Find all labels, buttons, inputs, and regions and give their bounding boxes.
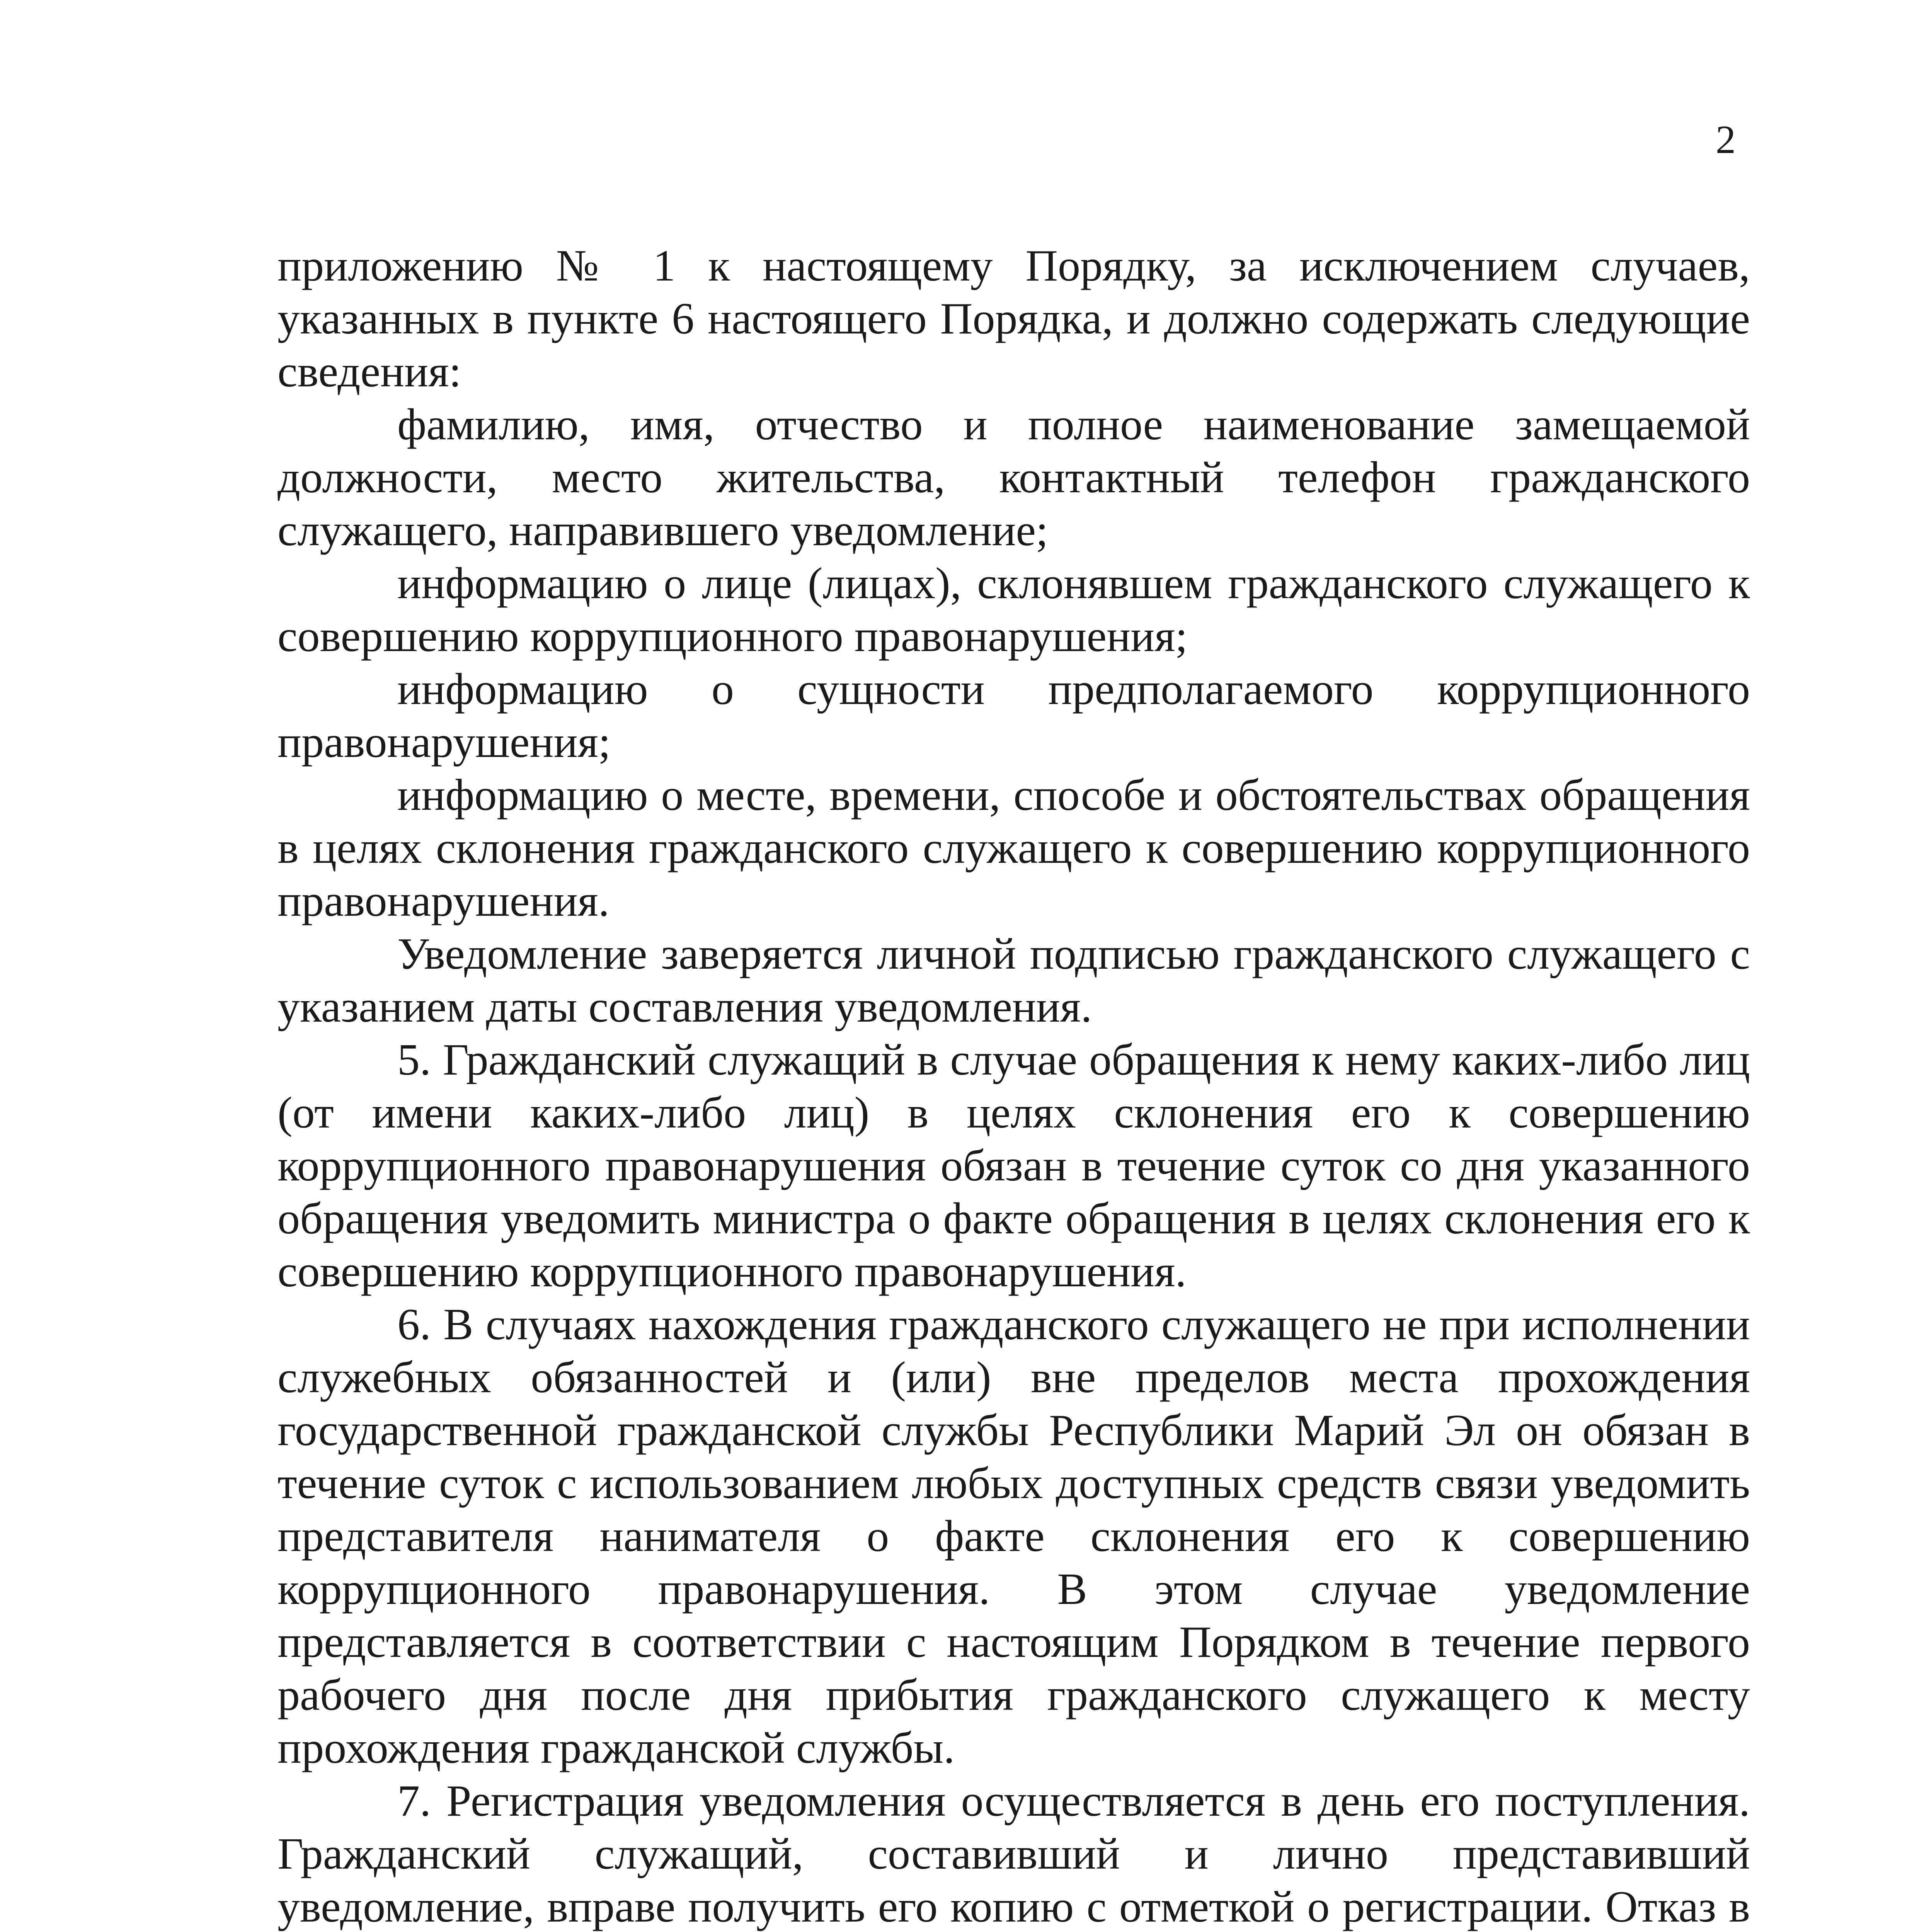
clause-6: 6. В случаях нахождения гражданского служащего не при исполнении служебных обязанностей и (или) вне пределов места прохождения государственной гражданской службы Республики Марий Эл он обязан в течение суток с использованием любых доступных средств связи уведомить представителя нанимателя о факте склонения его к совершению коррупционного правонарушения. В этом случае уведомление представляется в соответствии с настоящим Порядком в течение первого рабочего дня после дня прибытия гражданского служащего к месту прохождения гражданской службы.: [278, 1300, 1750, 1773]
document-body: [278, 240, 1750, 1932]
paragraph-continuation: приложению № 1 к настоящему Порядку, за исключением случаев, указанных в пункте 6 настоящего Порядка, и должно содержать следующие сведения:: [278, 241, 1750, 396]
clause-5: 5. Гражданский служащий в случае обращения к нему каких-либо лиц (от имени каких-либо лиц) в целях склонения его к совершению коррупционного правонарушения обязан в течение суток со дня указанного обращения уведомить министра о факте обращения в целях склонения его к совершению коррупционного правонарушения.: [278, 1035, 1750, 1296]
page-number: 2: [1716, 117, 1736, 162]
paragraph-signature: Уведомление заверяется личной подписью гражданского служащего с указанием даты составления уведомления.: [278, 929, 1750, 1032]
list-item-full-name: фамилию, имя, отчество и полное наименование замещаемой должности, место жительства, контактный телефон гражданского служащего, направившего уведомление;: [278, 400, 1750, 555]
list-item-circumstances: информацию о месте, времени, способе и обстоятельствах обращения в целях склонения гражданского служащего к совершению коррупционного правонарушения.: [278, 770, 1750, 926]
clause-7: 7. Регистрация уведомления осуществляется в день его поступления. Гражданский служащий, составивший и лично представивший уведомление, вправе получить его копию с отметкой о регистрации. Отказ в: [278, 1776, 1750, 1932]
list-item-persons-info: информацию о лице (лицах), склонявшем гражданского служащего к совершению коррупционного правонарушения;: [278, 559, 1750, 661]
list-item-offense-essence: информацию о сущности предполагаемого коррупционного правонарушения;: [278, 665, 1750, 767]
